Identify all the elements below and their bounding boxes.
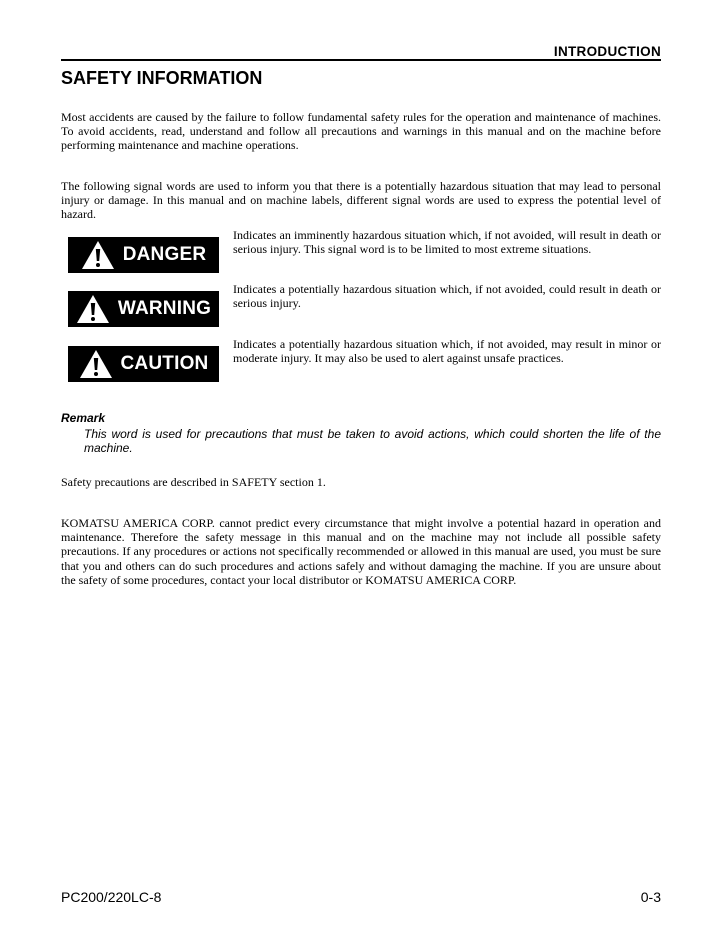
- footer-model: PC200/220LC-8: [61, 889, 162, 905]
- section-header: INTRODUCTION: [553, 44, 661, 59]
- warning-triangle-icon: [81, 240, 115, 270]
- warning-signal-label: [68, 291, 219, 327]
- warning-triangle-icon: [79, 349, 113, 379]
- signal-word: DANGER: [122, 244, 207, 265]
- header-rule: [61, 59, 661, 61]
- page-title: SAFETY INFORMATION: [61, 68, 263, 88]
- caution-description: Indicates a potentially hazardous situation which, if not avoided, may result in minor or moderate injury. It may also be used to alert against unsafe practices.: [233, 337, 661, 366]
- page-number: 0-3: [640, 889, 661, 905]
- signal-word: CAUTION: [120, 353, 209, 374]
- warning-triangle-icon: [76, 294, 110, 324]
- safety-reference: Safety precautions are described in SAFETY section 1.: [61, 475, 326, 489]
- disclaimer-paragraph: KOMATSU AMERICA CORP. cannot predict every circumstance that might involve a potential hazard in operation and maintenance. Therefore the safety message in this manual and on the machine may not include all possible safety precautions. If any procedures or actions not specifically recommended or allowed in this manual are used, you must be sure that you and others can do such procedures and actions safely and without damaging the machine. If you are unsure about the safety of some procedures, contact your local distributor or KOMATSU AMERICA CORP.: [61, 516, 661, 587]
- warning-description: Indicates a potentially hazardous situation which, if not avoided, could result in death or serious injury.: [233, 282, 661, 311]
- signal-intro-paragraph: The following signal words are used to inform you that there is a potentially hazardous situation that may lead to personal injury or damage. In this manual and on machine labels, different signal words are used to express the potential level of hazard.: [61, 179, 661, 222]
- remark-body: This word is used for precautions that must be taken to avoid actions, which could shorten the life of the machine.: [84, 427, 661, 456]
- caution-signal-label: [68, 346, 219, 382]
- remark-title: Remark: [61, 411, 106, 425]
- danger-description: Indicates an imminently hazardous situation which, if not avoided, will result in death or serious injury. This signal word is to be limited to most extreme situations.: [233, 228, 661, 257]
- intro-paragraph: Most accidents are caused by the failure to follow fundamental safety rules for the operation and maintenance of machines. To avoid accidents, read, understand and follow all precautions and warnings in this manual and on the machine before performing maintenance and machine operations.: [61, 110, 661, 153]
- signal-word: WARNING: [117, 298, 212, 319]
- danger-signal-label: [68, 237, 219, 273]
